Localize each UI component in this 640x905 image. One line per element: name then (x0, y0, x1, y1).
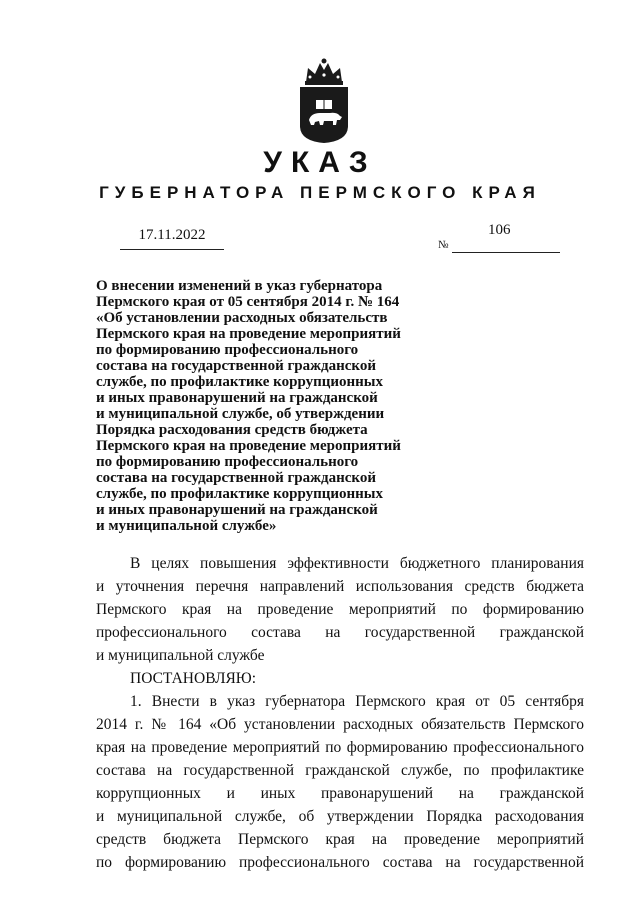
heading-line: службе, по профилактике коррупционных (96, 374, 384, 390)
heading-line: Пермского края на проведение мероприятий (96, 438, 401, 454)
heading-line: по формированию профессионального (96, 342, 359, 358)
body-line: края на проведение мероприятий по формированию профессионального (96, 739, 584, 756)
body-line: В целях повышения эффективности бюджетного планирования (130, 555, 584, 572)
heading-line: «Об установлении расходных обязательств (96, 310, 388, 326)
body-line: и муниципальной службе, об утверждении Порядка расходования (96, 808, 584, 825)
heading-line: Пермского края от 05 сентября 2014 г. № 164 (96, 294, 400, 310)
number-value: 106 (488, 222, 511, 238)
heading-line: Порядка расходования средств бюджета (96, 422, 368, 438)
heading-line: службе, по профилактике коррупционных (96, 486, 384, 502)
body-line: состава на государственной гражданской службе, по профилактике (96, 762, 584, 779)
document-body (96, 552, 584, 874)
body-line: Пермского края на проведение мероприятий по формированию (96, 601, 584, 618)
body-line: и уточнения перечня направлений использования средств бюджета (96, 578, 584, 595)
date-value: 17.11.2022 (138, 227, 206, 243)
body-line: средств бюджета Пермского края на проведение мероприятий (96, 831, 584, 848)
date-underline (120, 249, 224, 250)
body-line: профессионального состава на государственной гражданской (96, 624, 584, 641)
heading-line: и иных правонарушений на гражданской (96, 502, 378, 518)
heading-line: состава на государственной гражданской (96, 470, 376, 486)
body-line: по формированию профессионального состава на государственной (96, 854, 584, 871)
heading-line: по формированию профессионального (96, 454, 359, 470)
document-title: УКАЗ (263, 146, 377, 179)
perm-krai-coat-of-arms-icon (296, 58, 352, 144)
body-line: 1. Внести в указ губернатора Пермского края от 05 сентября (130, 693, 584, 710)
number-sign: № (438, 239, 449, 251)
document-date (120, 227, 224, 250)
body-line: коррупционных и иных правонарушений на гражданской (96, 785, 584, 802)
document-subtitle: ГУБЕРНАТОРА ПЕРМСКОГО КРАЯ (99, 183, 541, 202)
number-underline (452, 252, 560, 253)
heading-line: и муниципальной службе» (96, 518, 277, 534)
heading-line: состава на государственной гражданской (96, 358, 376, 374)
heading-line: и иных правонарушений на гражданской (96, 390, 378, 406)
heading-line: Пермского края на проведение мероприятий (96, 326, 401, 342)
document-heading (96, 278, 426, 534)
heading-line: О внесении изменений в указ губернатора (96, 278, 383, 294)
body-line: 2014 г. № 164 «Об установлении расходных обязательств Пермского (96, 716, 584, 733)
heading-line: и муниципальной службе, об утверждении (96, 406, 385, 422)
decree-keyword: ПОСТАНОВЛЯЮ: (130, 670, 257, 687)
body-line: и муниципальной службе (96, 647, 265, 664)
